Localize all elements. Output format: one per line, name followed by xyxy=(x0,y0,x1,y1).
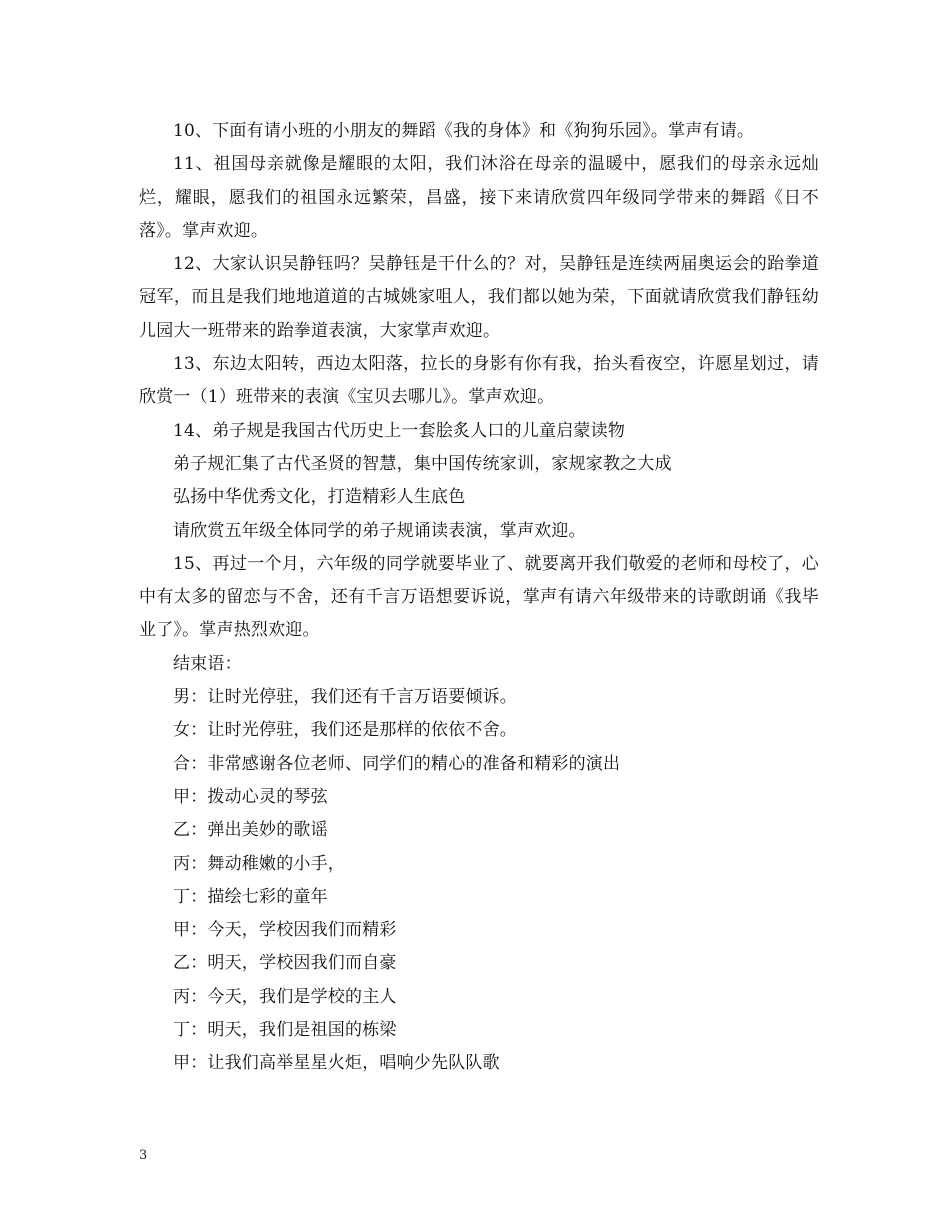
closing-line: 合：非常感谢各位老师、同学们的精心的准备和精彩的演出 xyxy=(173,753,621,774)
page-number: 3 xyxy=(139,1148,148,1163)
closing-line: 女：让时光停驻，我们还是那样的依依不舍。 xyxy=(173,720,517,741)
item-14-line: 弟子规汇集了古代圣贤的智慧，集中国传统家训，家规家教之大成 xyxy=(173,453,672,474)
closing-heading: 结束语： xyxy=(173,653,242,674)
closing-line: 乙：弹出美妙的歌谣 xyxy=(173,820,328,841)
document-body xyxy=(139,115,819,1081)
closing-line: 丙：舞动稚嫩的小手， xyxy=(173,853,345,874)
paragraph-13: 13、东边太阳转，西边太阳落，拉长的身影有你有我，抬头看夜空，许愿星划过，请欣赏一（1）班带来的表演《宝贝去哪儿》。掌声欢迎。 xyxy=(139,354,819,408)
closing-line: 乙：明天，学校因我们而自豪 xyxy=(173,953,397,974)
item-14-line: 弘扬中华优秀文化，打造精彩人生底色 xyxy=(173,487,466,508)
closing-line: 男：让时光停驻，我们还有千言万语要倾诉。 xyxy=(173,687,517,708)
closing-line: 甲：今天，学校因我们而精彩 xyxy=(173,920,397,941)
paragraph-12: 12、大家认识吴静钰吗？吴静钰是干什么的？对，吴静钰是连续两届奥运会的跆拳道冠军，而且是我们地地道道的古城姚家咀人，我们都以她为荣，下面就请欣赏我们静钰幼儿园大一班带来的跆拳道表演，大家掌声欢迎。 xyxy=(139,254,819,341)
paragraph-15: 15、再过一个月，六年级的同学就要毕业了、就要离开我们敬爱的老师和母校了，心中有太多的留恋与不舍，还有千言万语想要诉说，掌声有请六年级带来的诗歌朗诵《我毕业了》。掌声热烈欢迎。 xyxy=(139,553,819,641)
closing-line: 丙：今天，我们是学校的主人 xyxy=(173,986,397,1007)
item-14-line: 14、弟子规是我国古代历史上一套脍炙人口的儿童启蒙读物 xyxy=(173,420,626,441)
item-14-line: 请欣赏五年级全体同学的弟子规诵读表演，掌声欢迎。 xyxy=(173,520,586,541)
paragraph-10: 10、下面有请小班的小朋友的舞蹈《我的身体》和《狗狗乐园》。掌声有请。 xyxy=(173,121,755,141)
closing-line: 丁：明天，我们是祖国的栋梁 xyxy=(173,1020,397,1041)
paragraph-11: 11、祖国母亲就像是耀眼的太阳，我们沐浴在母亲的温暖中，愿我们的母亲永远灿烂，耀眼，愿我们的祖国永远繁荣，昌盛，接下来请欣赏四年级同学带来的舞蹈《日不落》。掌声欢迎。 xyxy=(139,154,819,241)
closing-line: 甲：让我们高举星星火炬，唱响少先队队歌 xyxy=(173,1053,500,1074)
closing-line: 丁：描绘七彩的童年 xyxy=(173,886,328,907)
closing-line: 甲：拨动心灵的琴弦 xyxy=(173,786,328,807)
